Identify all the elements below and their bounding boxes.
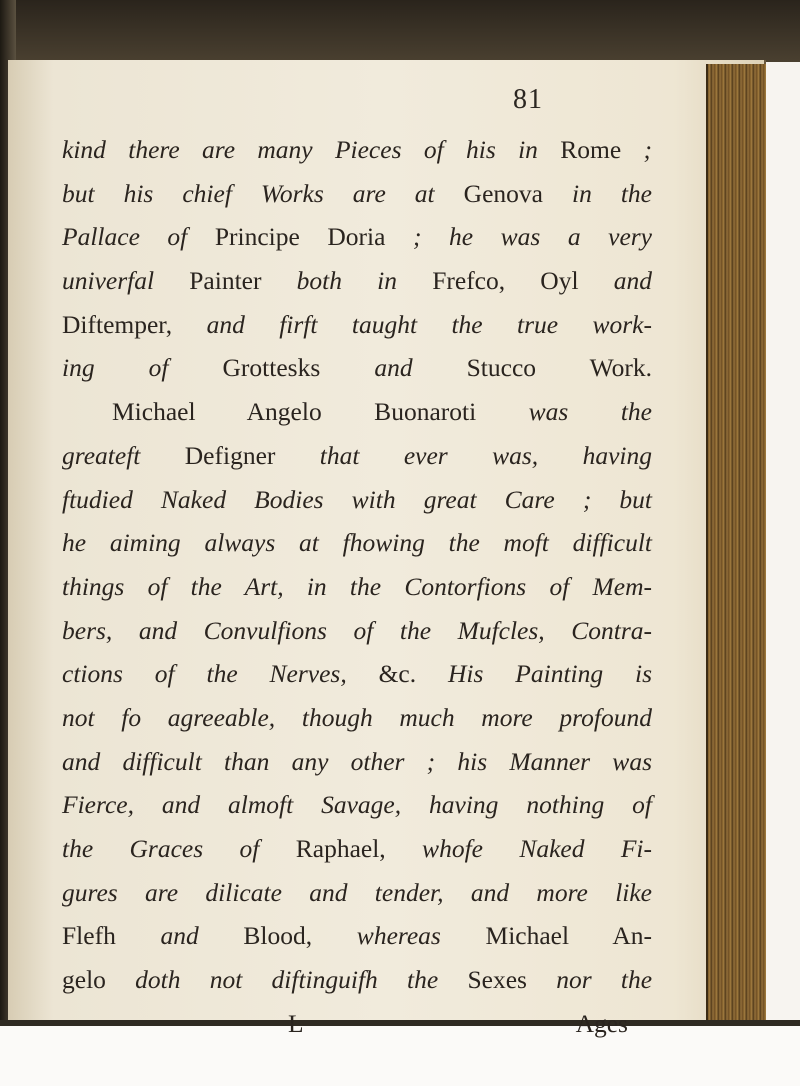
roman-run: Michael Angelo Buonaroti [112,397,529,427]
catchword: Ages [575,1008,628,1038]
italic-run: Pallace of [62,222,215,252]
roman-run: &c. [378,659,417,689]
italic-run: gures are dilicate and tender, and more like [62,877,652,907]
italic-run: and [160,921,244,951]
italic-run: the Graces of [62,834,296,863]
text-line [62,303,652,347]
italic-run: whofe Naked Fi- [385,834,652,863]
roman-run: Frefco, Oyl [432,266,579,296]
italic-run: but his chief Works are at [62,178,464,208]
text-line [62,478,652,522]
italic-run: was the [528,397,652,427]
text-line [62,871,652,915]
roman-run: Rome [560,135,622,164]
text-line [62,259,652,303]
italic-run: univerfal [62,266,190,296]
text-line [62,565,652,609]
roman-run: Defigner [184,440,276,470]
italic-run: and firft taught the true work- [206,309,652,339]
text-line [62,652,652,696]
text-line [62,434,652,478]
roman-run: Raphael, [295,834,386,863]
italic-run: His Painting is [416,659,652,689]
italic-run: bers, and Convulfions of the Mufcles, Contra- [62,615,652,645]
italic-run: whereas [312,921,486,951]
italic-run: kind there are many Pieces of his in [62,135,561,164]
roman-run: Sexes [467,965,527,995]
italic-run: ; he was a very [385,222,653,252]
italic-run: not fo agreeable, though much more profound [62,702,652,732]
page-number: 81 [513,84,543,115]
text-line [62,696,652,740]
top-shadow [0,0,800,62]
text-line [62,783,652,827]
text-line [62,215,652,259]
text-line [62,172,652,216]
text-line [62,390,652,434]
roman-run: Principe Doria [214,222,386,252]
text-line [62,740,652,784]
italic-run: things of the Art, in the Contorfions of Mem- [62,571,652,601]
italic-run: and difficult than any other ; his Manner was [62,746,652,776]
italic-run: nor the [526,965,653,995]
text-line [62,521,652,565]
text-line [62,827,652,871]
italic-run: and [320,353,467,383]
roman-run: gelo [62,965,136,995]
text-line [62,128,652,172]
roman-run: Grottesks [222,353,321,383]
roman-run: Diftemper, [62,309,207,339]
roman-run: Blood, [243,921,313,951]
catchword-line [62,1002,652,1046]
italic-run: that ever was, having [275,440,652,470]
roman-run: Painter [189,266,262,296]
body-text [62,128,652,1045]
italic-run: Fierce, and almoft Savage, having nothing of [62,790,652,820]
italic-run: ftudied Naked Bodies with great Care ; but [62,484,652,514]
italic-run: both in [261,266,433,296]
text-line [62,609,652,653]
roman-run: Genova [463,178,543,208]
italic-run: in the [542,178,652,208]
text-line [62,958,652,1002]
page-edges [706,64,766,1022]
italic-run: ing of [62,353,223,383]
signature-mark: L [288,1008,304,1038]
italic-run: ctions of the Nerves, [62,659,379,689]
text-line [62,914,652,958]
italic-run: doth not diftinguifh the [135,965,468,995]
roman-run: Stucco Work. [466,353,652,383]
roman-run: Michael An- [485,921,652,951]
italic-run: greateft [62,440,185,470]
roman-run: Flefh [62,921,161,951]
italic-run: ; [621,135,652,164]
italic-run: he aiming always at fhowing the moft difficult [62,528,652,558]
italic-run: and [578,266,652,296]
text-line [62,346,652,390]
